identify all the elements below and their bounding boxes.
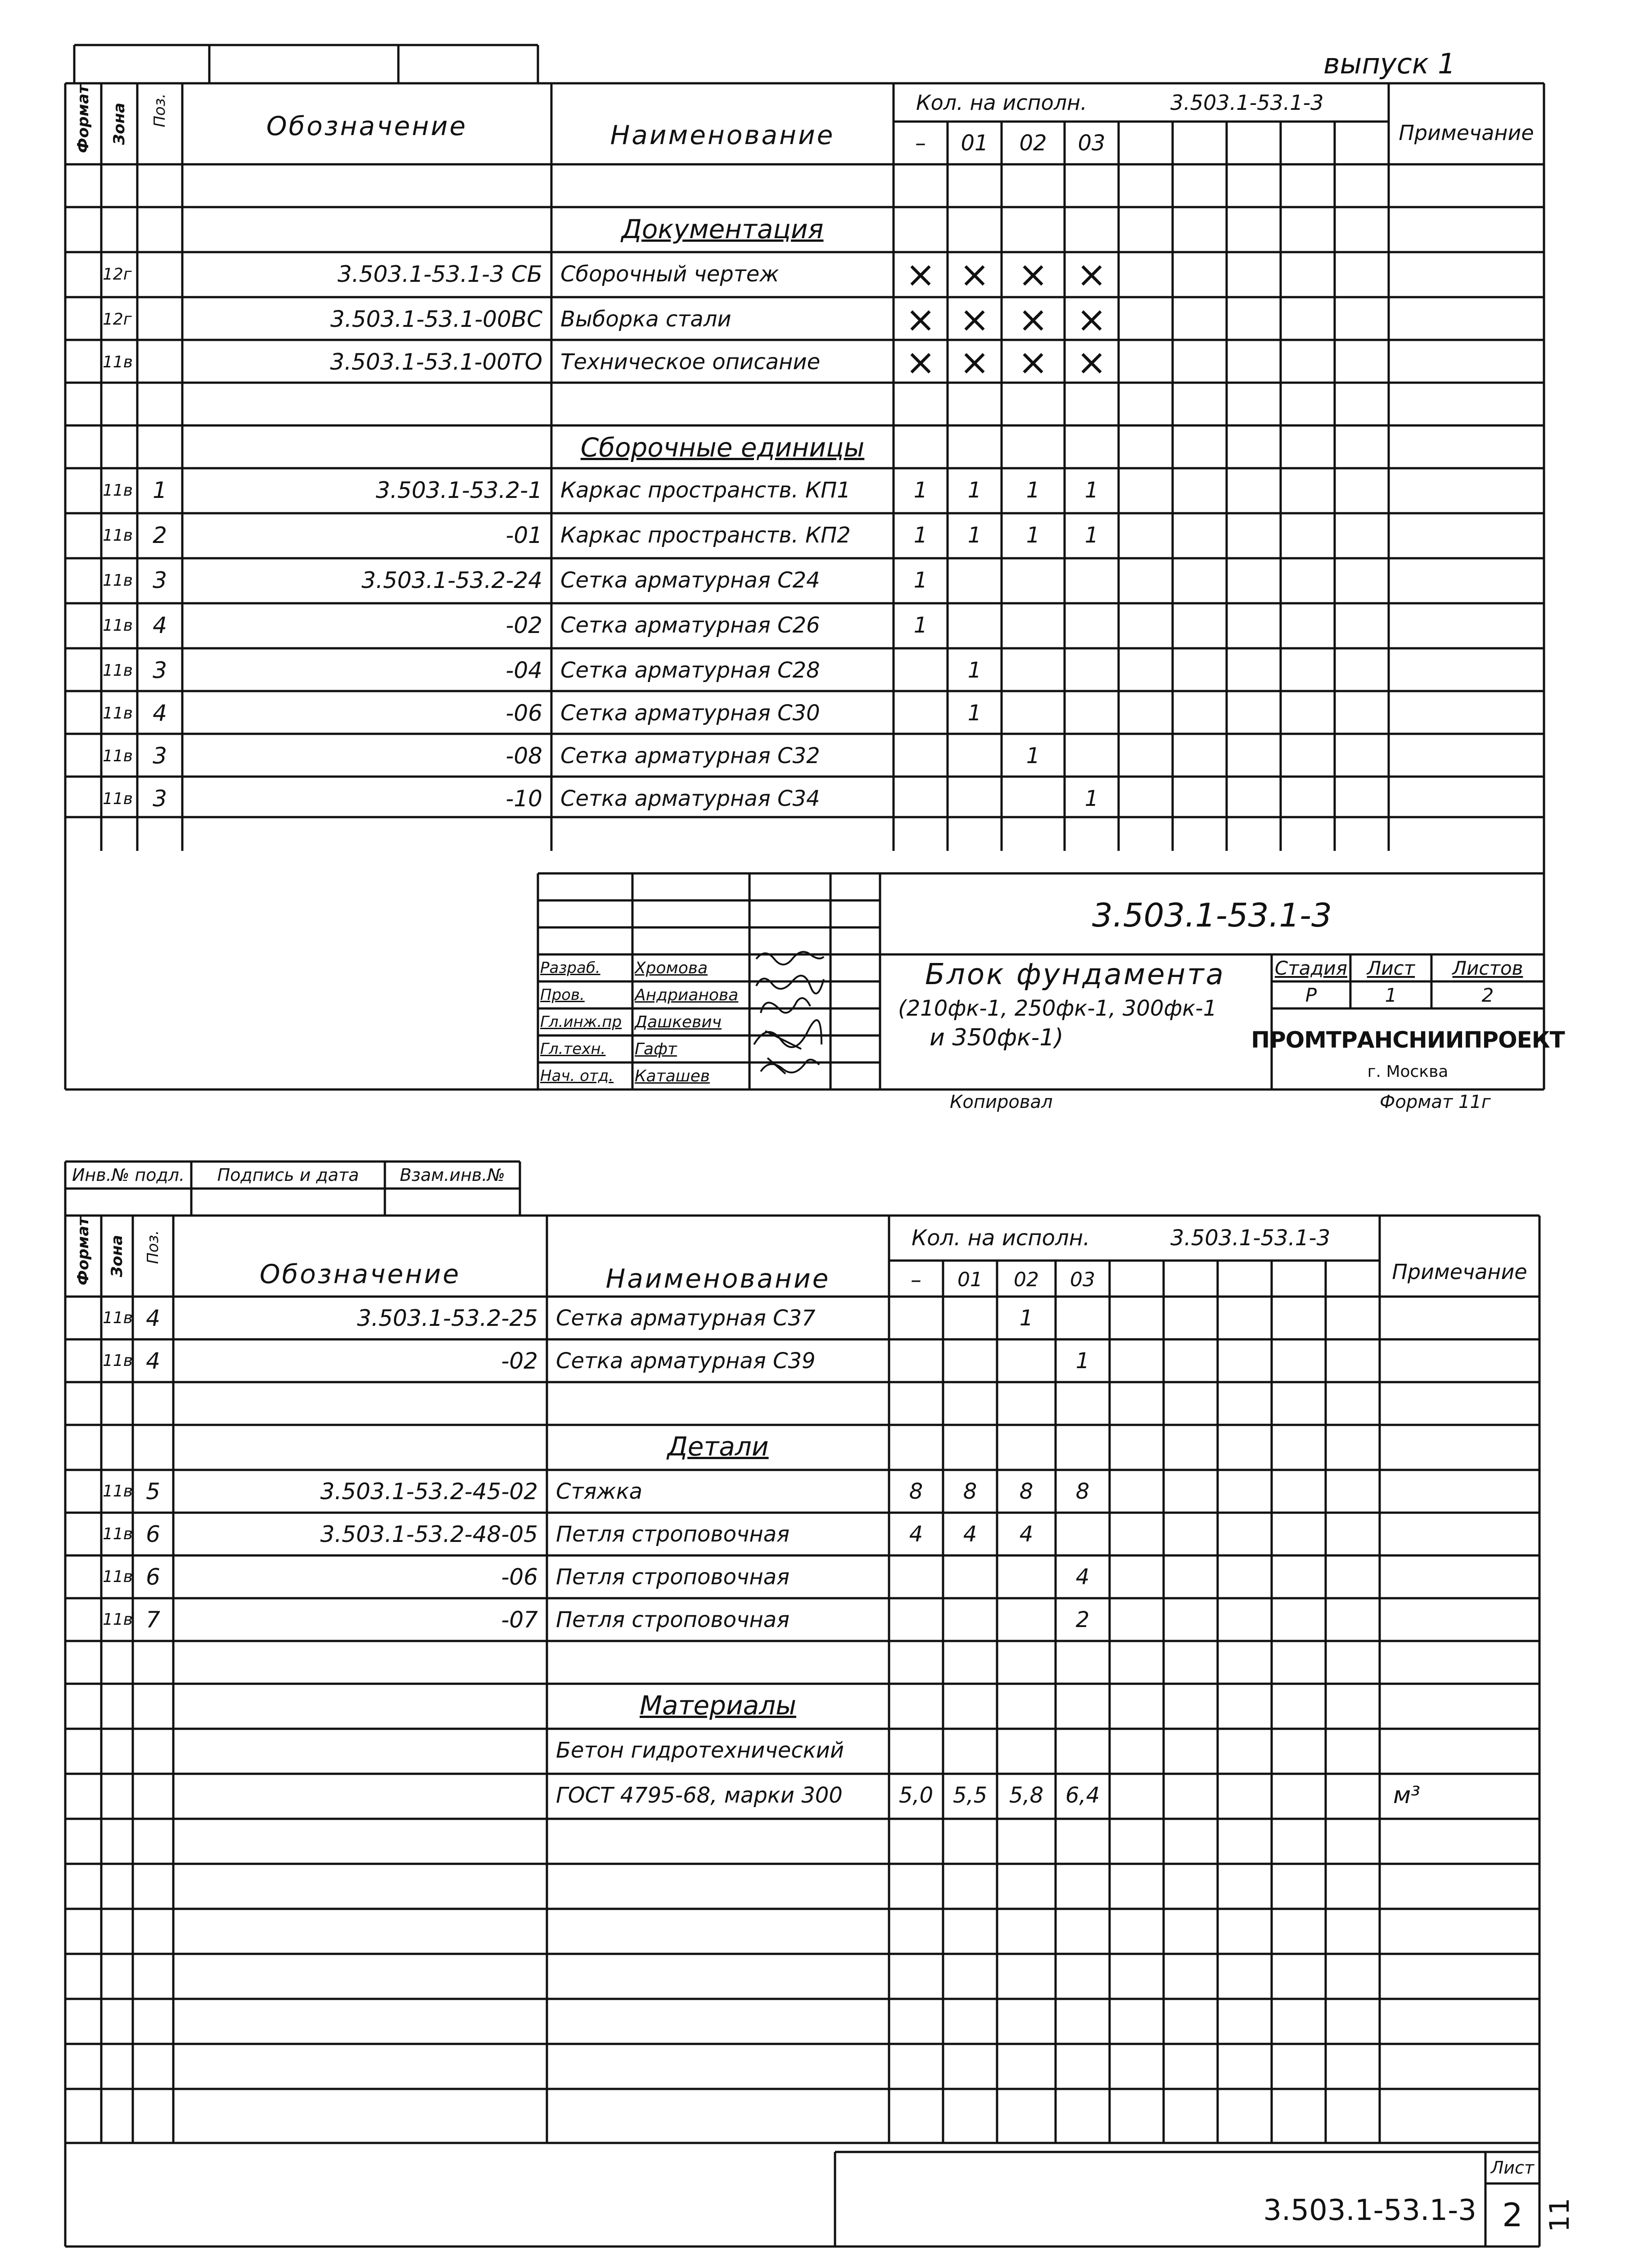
cell-name: Каркас пространств. КП2 (560, 523, 851, 548)
cell-qty: 1 (1084, 478, 1099, 503)
cell-designation: -10 (506, 786, 542, 812)
cell-pos: 4 (153, 612, 167, 638)
copied-label: Копировал (950, 1092, 1053, 1112)
cell-format: 11в (103, 1352, 133, 1370)
col-pos-header: Поз. (151, 93, 169, 127)
cell-format: 11в (103, 1482, 133, 1501)
cell-qty: 4 (1019, 1521, 1034, 1547)
cell-pos: 6 (146, 1521, 160, 1547)
vzam-label: Взам.инв.№ (400, 1165, 505, 1185)
org-name: ПРОМТРАНСНИИПРОЕКТ (1251, 1027, 1565, 1053)
cell-name: Сетка арматурная С28 (560, 658, 820, 683)
cell-qty: × (1076, 298, 1107, 340)
cell-qty: × (959, 253, 990, 295)
signatory-role: Нач. отд. (540, 1067, 614, 1085)
cell-qty: 2 (1075, 1607, 1090, 1632)
col-zone-header: Зона (110, 103, 128, 145)
cell-qty: 1 (913, 478, 928, 503)
cell-qty: 1 (967, 478, 982, 503)
format-label: Формат 11г (1380, 1092, 1491, 1112)
cell-qty: × (959, 341, 990, 383)
col-designation-header-2: Обозначение (259, 1259, 461, 1289)
cell-name: Сетка арматурная С37 (556, 1305, 816, 1331)
cell-name: Петля строповочная (556, 1564, 790, 1590)
cell-qty: × (1018, 253, 1048, 295)
cell-designation: 3.503.1-53.2-24 (361, 567, 542, 593)
footer-code: 3.503.1-53.1-3 (1263, 2194, 1476, 2227)
issue-label: выпуск 1 (1323, 47, 1456, 80)
cell-name: ГОСТ 4795-68, марки 300 (556, 1782, 843, 1808)
cell-qty: × (1018, 341, 1048, 383)
cell-qty: 1 (1084, 523, 1099, 548)
cell-name: Сборочный чертеж (560, 262, 779, 287)
cell-format: 11в (103, 1309, 133, 1327)
section-title: Детали (667, 1431, 769, 1462)
cell-pos: 4 (153, 700, 167, 726)
cell-format: 11в (103, 746, 133, 765)
cell-name: Бетон гидротехнический (556, 1737, 844, 1763)
cell-qty: × (1018, 298, 1048, 340)
cell-pos: 7 (146, 1606, 160, 1633)
cell-qty: 1 (1084, 786, 1099, 811)
qty-variant-2-3: 02 (1014, 1268, 1039, 1291)
cell-pos: 6 (146, 1564, 160, 1590)
signatory-role: Разраб. (540, 959, 600, 977)
cell-name: Выборка стали (560, 307, 731, 332)
cell-pos: 4 (146, 1305, 160, 1331)
cell-designation: -06 (506, 700, 542, 726)
col-note-header-2: Примечание (1392, 1260, 1527, 1284)
cell-qty: 5,5 (952, 1782, 988, 1808)
qty-header-title-2: Кол. на исполн. (912, 1225, 1090, 1251)
col-name-header-2: Наименование (605, 1263, 831, 1294)
cell-name: Сетка арматурная С34 (560, 786, 820, 811)
col-format-header-2: Формат (74, 1217, 92, 1285)
cell-qty: 8 (963, 1478, 977, 1504)
cell-name: Каркас пространств. КП1 (560, 478, 851, 503)
cell-designation: -02 (501, 1347, 538, 1374)
cell-qty: 1 (913, 568, 928, 593)
col-zone-header-2: Зона (108, 1235, 126, 1277)
qty-variant-2-4: 03 (1070, 1268, 1095, 1291)
col-pos-header-2: Поз. (144, 1230, 162, 1264)
signatory-name: Каташев (635, 1067, 710, 1085)
section-title: Документация (621, 214, 824, 244)
doc-code: 3.503.1-53.1-3 (1092, 896, 1332, 934)
title-line-1: Блок фундамента (925, 958, 1225, 991)
signatory-role: Пров. (540, 986, 585, 1004)
cell-qty: × (1076, 341, 1107, 383)
qty-variant-4: 03 (1078, 130, 1106, 156)
cell-designation: 3.503.1-53.2-25 (357, 1305, 538, 1331)
cell-name: Сетка арматурная С30 (560, 701, 820, 726)
cell-pos: 4 (146, 1347, 160, 1374)
cell-pos: 3 (153, 743, 167, 769)
cell-designation: -02 (506, 612, 542, 638)
qty-variant-2-2: 01 (957, 1268, 983, 1291)
cell-designation: 3.503.1-53.2-48-05 (320, 1521, 538, 1547)
cell-designation: 3.503.1-53.1-00ВС (330, 306, 542, 332)
cell-pos: 3 (153, 567, 167, 593)
qty-header-code-2: 3.503.1-53.1-3 (1170, 1225, 1331, 1251)
cell-format: 11в (103, 571, 133, 590)
org-city: г. Москва (1367, 1062, 1449, 1081)
cell-name: Петля строповочная (556, 1521, 790, 1547)
cell-qty: 5,8 (1009, 1782, 1044, 1808)
cell-name: Сетка арматурная С32 (560, 743, 820, 768)
cell-format: 11в (103, 353, 133, 371)
section-title: Сборочные единицы (580, 432, 865, 463)
sign-date-label: Подпись и дата (217, 1165, 359, 1185)
cell-qty: 4 (1075, 1564, 1090, 1590)
qty-header-code: 3.503.1-53.1-3 (1170, 90, 1324, 115)
signatory-name: Андрианова (635, 985, 739, 1004)
cell-name: Техническое описание (560, 349, 821, 375)
cell-qty: 1 (967, 658, 982, 683)
cell-format: 11в (103, 481, 133, 500)
cell-pos: 5 (146, 1478, 160, 1505)
signatory-name: Гафт (635, 1040, 677, 1058)
sheets-value: 2 (1481, 984, 1494, 1006)
cell-designation: 3.503.1-53.2-1 (375, 477, 542, 503)
cell-pos: 3 (153, 657, 167, 683)
cell-qty: 1 (967, 523, 982, 548)
cell-name: Сетка арматурная С39 (556, 1348, 816, 1374)
cell-pos: 1 (153, 477, 167, 503)
stage-value: Р (1305, 984, 1317, 1006)
cell-name: Стяжка (556, 1478, 642, 1504)
signatory-role: Гл.техн. (540, 1040, 606, 1058)
cell-designation: 3.503.1-53.1-3 СБ (337, 261, 542, 287)
cell-designation: 3.503.1-53.1-00ТО (330, 349, 542, 375)
cell-format: 11в (103, 789, 133, 808)
qty-variant-2-1: – (911, 1267, 921, 1293)
cell-format: 11в (103, 704, 133, 723)
signatory-name: Дашкевич (635, 1012, 722, 1031)
inv-label: Инв.№ подл. (72, 1165, 185, 1185)
col-name-header: Наименование (610, 120, 835, 150)
col-note-header: Примечание (1399, 121, 1534, 145)
qty-variant-2: 01 (961, 130, 988, 156)
cell-qty: 1 (913, 523, 928, 548)
cell-qty: × (905, 253, 936, 295)
cell-qty: × (959, 298, 990, 340)
footer-sheet-label: Лист (1490, 2158, 1535, 2178)
cell-qty: × (905, 341, 936, 383)
cell-name: Сетка арматурная С26 (560, 613, 820, 638)
cell-qty: 1 (1075, 1348, 1090, 1374)
cell-format: 11в (103, 616, 133, 635)
cell-designation: -01 (506, 522, 542, 548)
title-line-2: (210фк-1, 250фк-1, 300фк-1 (898, 996, 1217, 1021)
cell-designation: -04 (506, 657, 542, 683)
title-line-3: и 350фк-1) (930, 1024, 1064, 1051)
cell-format: 12г (103, 310, 132, 329)
side-page-number: 11 (1544, 2197, 1575, 2233)
section-title: Материалы (640, 1690, 796, 1721)
qty-variant-3: 02 (1019, 130, 1047, 156)
stage-label: Стадия (1274, 957, 1348, 979)
signatory-name: Хромова (635, 958, 708, 977)
cell-qty: 1 (1026, 523, 1040, 548)
cell-name: Петля строповочная (556, 1607, 790, 1632)
sheet-label: Лист (1367, 957, 1415, 979)
sheets-label: Листов (1452, 957, 1523, 979)
col-format-header: Формат (74, 85, 92, 153)
cell-qty: 1 (913, 613, 928, 638)
sheet-value: 1 (1385, 984, 1397, 1006)
cell-qty: 8 (1075, 1478, 1090, 1504)
qty-variant-1: – (915, 130, 926, 156)
cell-format: 11в (103, 1568, 133, 1586)
cell-qty: 4 (909, 1521, 923, 1547)
cell-note: м³ (1393, 1781, 1421, 1809)
cell-qty: 5,0 (898, 1782, 934, 1808)
cell-qty: 1 (967, 701, 982, 726)
cell-pos: 3 (153, 786, 167, 812)
cell-qty: × (905, 298, 936, 340)
cell-designation: -06 (501, 1564, 538, 1590)
cell-pos: 2 (153, 522, 167, 548)
footer-sheet-value: 2 (1502, 2196, 1523, 2234)
cell-qty: 8 (909, 1478, 923, 1504)
col-designation-header: Обозначение (266, 111, 468, 141)
cell-format: 11в (103, 1610, 133, 1629)
cell-format: 11в (103, 661, 133, 680)
cell-qty: 1 (1019, 1305, 1034, 1331)
cell-qty: × (1076, 253, 1107, 295)
cell-qty: 1 (1026, 478, 1040, 503)
cell-format: 12г (103, 265, 132, 284)
cell-qty: 6,4 (1065, 1782, 1100, 1808)
cell-designation: 3.503.1-53.2-45-02 (320, 1478, 538, 1505)
qty-header-title: Кол. на исполн. (916, 90, 1087, 115)
cell-format: 11в (103, 1525, 133, 1543)
cell-qty: 8 (1019, 1478, 1034, 1504)
cell-designation: -08 (506, 743, 542, 769)
cell-qty: 1 (1026, 743, 1040, 768)
cell-qty: 4 (963, 1521, 977, 1547)
cell-designation: -07 (501, 1606, 538, 1633)
cell-format: 11в (103, 526, 133, 545)
signatory-role: Гл.инж.пр (540, 1013, 622, 1031)
cell-name: Сетка арматурная С24 (560, 568, 820, 593)
